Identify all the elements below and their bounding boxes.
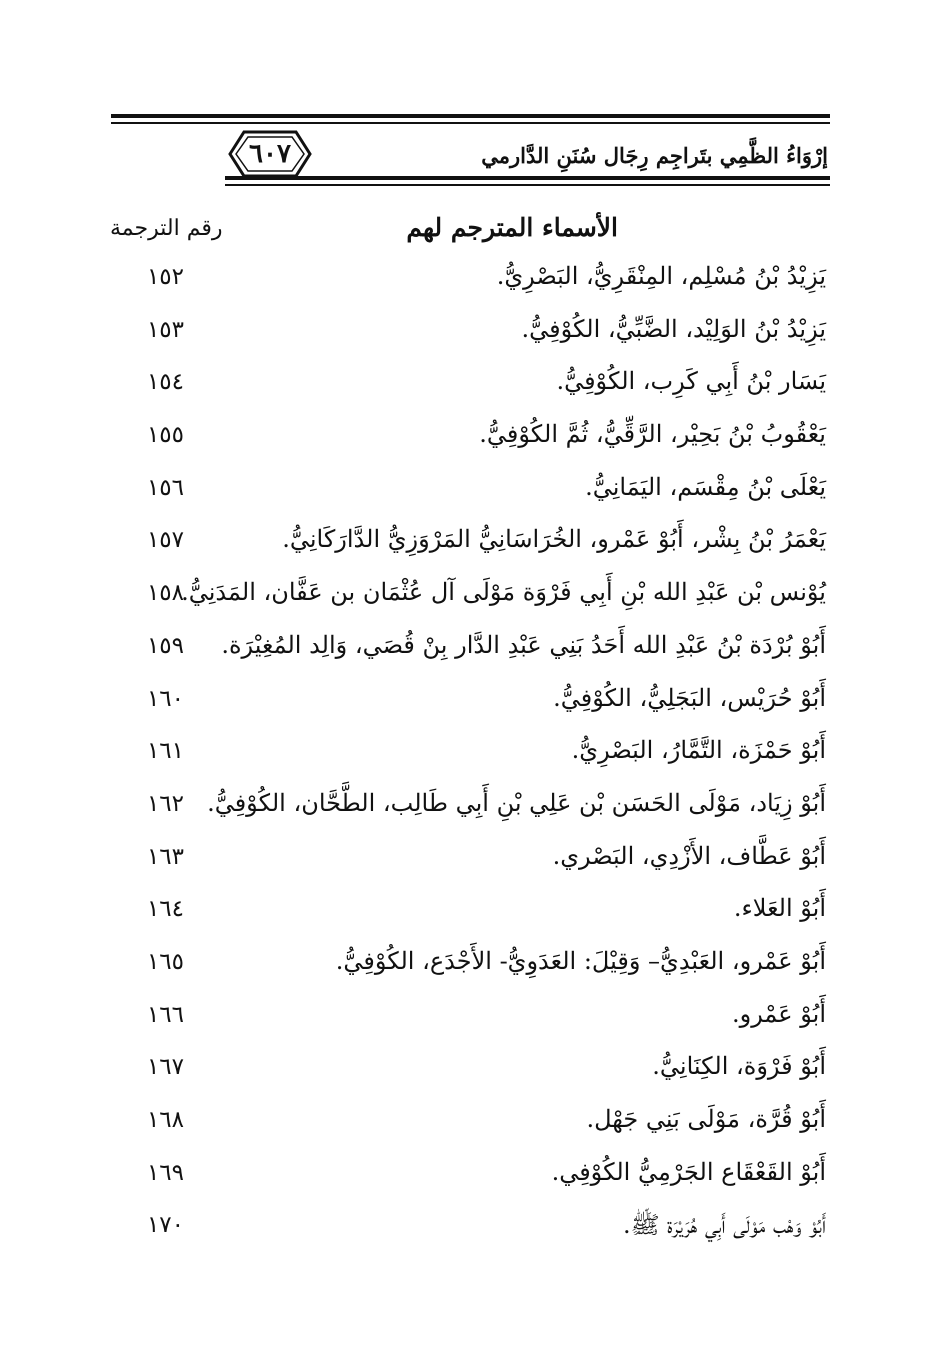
list-item <box>0 941 944 994</box>
entry-name: يُوْنس بْن عَبْدِ الله بْنِ أَبِي فَرْوَة مَوْلَى آل عُثْمَان بن عَفَّان، المَدَنِيُّ. <box>181 578 826 607</box>
entry-number: ١٧٠ <box>146 1212 184 1239</box>
entry-number: ١٥٥ <box>146 422 184 449</box>
entry-name: أَبُوْ عَمْرو، العَبْدِيُّ– وَقِيْلَ: العَدَوِيُّ- الأَجْدَع، الكُوْفِيُّ. <box>335 946 826 975</box>
header-rule-bottom-thin <box>225 184 830 186</box>
list-item <box>0 1204 944 1257</box>
list-item <box>0 414 944 467</box>
entry-number: ١٥٢ <box>146 264 184 290</box>
list-item <box>0 361 944 414</box>
list-item <box>0 888 944 941</box>
list-item <box>0 678 944 731</box>
list-item <box>0 730 944 783</box>
entry-number: ١٥٩ <box>146 632 184 659</box>
number-column-heading: رقم الترجمة <box>110 216 223 241</box>
entry-name: أَبُوْ عَطَّاف، الأَزْدِي، البَصْري. <box>552 841 826 870</box>
page-number-badge <box>222 126 318 182</box>
entry-number: ١٦٥ <box>146 948 184 975</box>
entry-name: يَزِيْدُ بْنُ مُسْلِم، المِنْقَرِيُّ، البَصْرِيُّ. <box>496 262 826 290</box>
entry-number: ١٦٢ <box>146 790 184 817</box>
entry-name: أَبُوْ بُرْدَة بْنُ عَبْدِ الله أَحَدُ بَنِي عَبْدِ الدَّار بِنْ قُصَي، وَالِد المُغِيْرَة. <box>221 630 826 659</box>
entry-number: ١٦١ <box>146 738 184 765</box>
list-item <box>0 467 944 520</box>
entry-name: أَبُوْ وَهْب مَوْلَى أَبِي هُرَيْرَة ﷺ. <box>623 1211 826 1240</box>
entry-name: يَعْلَى بْنُ مِقْسَم، اليَمَانِيُّ. <box>585 472 826 501</box>
list-item <box>0 256 944 309</box>
entry-name: يَزِيْدُ بْنُ الوَلِيْد، الضَّبِّيُّ، الكُوْفِيُّ. <box>521 314 826 343</box>
entry-number: ١٦٠ <box>146 685 184 712</box>
entry-number: ١٦٩ <box>146 1159 184 1186</box>
page-number: ٦٠٧ <box>249 139 291 169</box>
entry-number: ١٥٦ <box>146 474 184 501</box>
entry-number: ١٦٦ <box>146 1001 184 1028</box>
entry-number: ١٦٣ <box>146 843 184 870</box>
entry-name: أَبُوْ زِيَاد، مَوْلَى الحَسَن بْن عَلِي بْنِ أَبِي طَالِب، الطَّحَّان، الكُوْفِيُّ. <box>207 788 826 817</box>
entry-name: أَبُوْ حُرَيْس، البَجَلِيُّ، الكُوْفِيُّ. <box>553 683 826 712</box>
header-rule-top-thin <box>111 122 830 124</box>
entry-number: ١٦٤ <box>146 896 184 923</box>
entry-name: أَبُوْ العَلاء. <box>733 894 826 923</box>
entry-name: يَعْقُوبُ بْنُ بَحِيْر، الرَّقِّيُّ، ثُمَّ الكُوْفِيُّ. <box>479 420 826 449</box>
list-item <box>0 309 944 362</box>
list-item <box>0 519 944 572</box>
list-item <box>0 1046 944 1099</box>
entry-name: يَعْمَرُ بْنُ بِشْر، أَبُوْ عَمْرو، الخُرَاسَانِيُّ المَرْوَزِيُّ الدَّارَكَانِيُّ. <box>282 525 826 554</box>
entry-number: ١٦٨ <box>146 1107 184 1133</box>
biography-index-list <box>0 256 944 1257</box>
names-column-heading: الأسماء المترجم لهم <box>406 213 618 242</box>
list-item <box>0 1099 944 1152</box>
list-item <box>0 1152 944 1205</box>
list-item <box>0 572 944 625</box>
entry-name: أَبُوْ عَمْرو. <box>731 999 826 1028</box>
entry-number: ١٥٣ <box>146 316 184 343</box>
entry-name: يَسَار بْنُ أَبِي كَرِب، الكُوْفِيُّ. <box>556 367 826 396</box>
list-item <box>0 994 944 1047</box>
entry-number: ١٥٤ <box>146 369 184 396</box>
book-title: إرْوَاءُ الظَّمِي بتَراجِم رِجَال سُنَنِ الدَّارمي <box>481 143 828 168</box>
entry-name: أَبُوْ قُرَّة، مَوْلَى بَنِي جَهْل. <box>586 1105 826 1133</box>
list-item <box>0 625 944 678</box>
header-rule-top <box>111 114 830 118</box>
list-item <box>0 783 944 836</box>
entry-name: أَبُوْ حَمْزَة، التَّمَّارُ، البَصْرِيُّ. <box>571 736 826 765</box>
entry-number: ١٦٧ <box>146 1054 184 1081</box>
header-rule-bottom <box>225 176 830 180</box>
entry-number: ١٥٨ <box>146 580 184 607</box>
entry-name: أَبُوْ فَرْوَة، الكِنَانِيُّ. <box>652 1052 826 1081</box>
entry-name: أَبُوْ القَعْقَاع الجَرْمِيُّ الكُوْفِي. <box>551 1157 826 1186</box>
list-item <box>0 836 944 889</box>
entry-number: ١٥٧ <box>146 527 184 554</box>
